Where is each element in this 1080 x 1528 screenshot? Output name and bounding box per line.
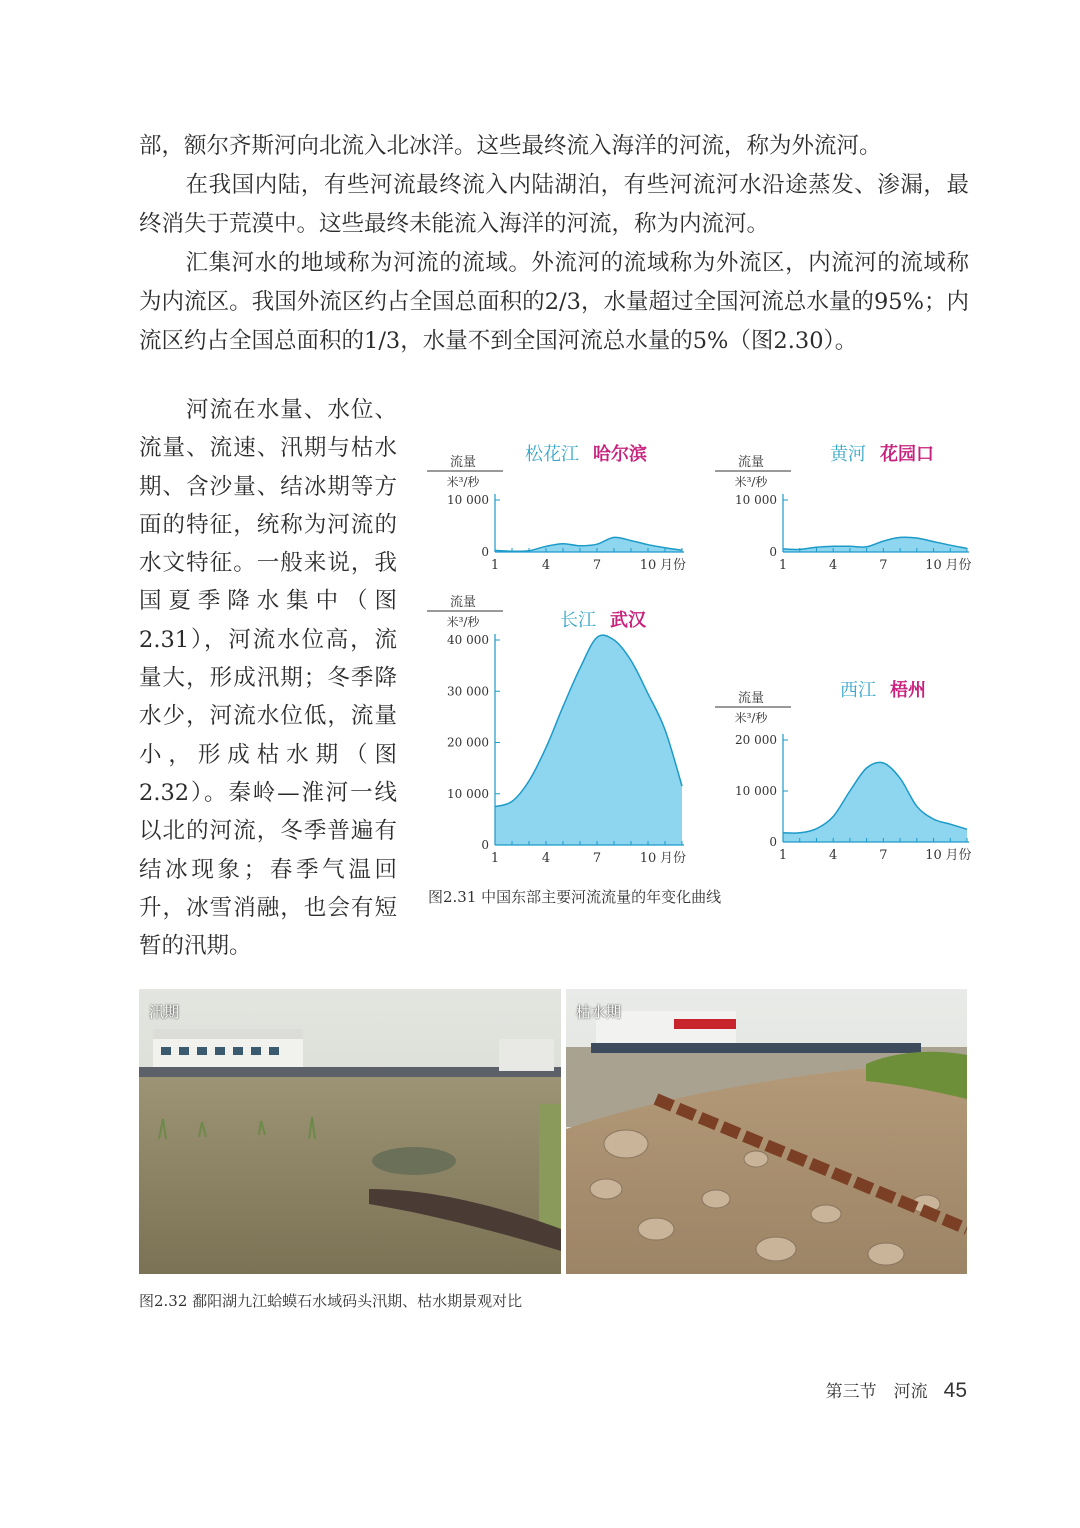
figure-2-32-caption: 图2.32 鄱阳湖九江蛤蟆石水域码头汛期、枯水期景观对比 (139, 1292, 523, 1310)
x-tick-label: 1 (778, 848, 788, 863)
x-tick-label: 10 (925, 848, 942, 863)
chart-title (830, 443, 934, 465)
x-tick-label: 4 (541, 558, 551, 573)
y-tick-label: 40 000 (447, 633, 489, 647)
x-tick-label: 10 (639, 558, 657, 573)
x-tick-label: 7 (879, 848, 888, 863)
chart-changjiang-wuhan (420, 590, 710, 875)
y-axis-label: 流量 (737, 455, 765, 470)
river-name: 长江 (560, 610, 596, 631)
station-name: 武汉 (610, 610, 646, 631)
body-paragraph-2: 在我国内陆，有些河流最终流入内陆湖泊，有些河流河水沿途蒸发、渗漏，最终消失于荒漠中。这些最终未能流入海洋的河流，称为内流河。 (139, 172, 969, 237)
dry-season-label: 枯水期 (576, 1003, 622, 1021)
x-axis-unit: 月份 (660, 851, 687, 866)
x-tick-label: 4 (829, 848, 838, 863)
x-tick-label: 10 (925, 558, 942, 573)
page-footer (826, 1377, 967, 1403)
body-paragraph-3: 汇集河水的地域称为河流的流域。外流河的流域称为外流区，内流河的流域称为内流区。我国外流区约占全国总面积的2/3，水量超过全国河流总水量的95%；内流区约占全国总面积的1/3，水量不到全国河流总水量的5%（图2.30）。 (139, 250, 969, 354)
y-tick-label: 0 (769, 545, 777, 559)
x-tick-label: 4 (829, 558, 838, 573)
y-axis-label: 流量 (449, 455, 477, 470)
dry-season-photo (566, 989, 967, 1274)
chart-songhua-harbin (420, 430, 710, 580)
river-name: 西江 (840, 680, 876, 701)
x-tick-label: 7 (592, 851, 602, 866)
chart-title (840, 679, 926, 701)
x-tick-label: 7 (592, 558, 602, 573)
side-paragraph: 河流在水量、水位、流量、流速、汛期与枯水期、含沙量、结冰期等方面的特征，统称为河流的水文特征。一般来说，我国夏季降水集中（图2.31），河流水位高，流量大，形成汛期；冬季降水少，河流水位低，流量小，形成枯水期（图2.32）。秦岭—淮河一线以北的河流，冬季普遍有结冰现象；春季气温回升，冰雪消融，也会有短暂的汛期。 (139, 397, 397, 960)
y-axis-unit: 米³/秒 (734, 711, 768, 725)
x-axis-unit: 月份 (945, 848, 972, 863)
station-name: 哈尔滨 (593, 444, 647, 465)
y-axis-unit: 米³/秒 (734, 475, 768, 489)
y-tick-label: 20 000 (735, 733, 777, 747)
y-axis-unit: 米³/秒 (446, 615, 480, 629)
x-tick-label: 7 (879, 558, 888, 573)
y-tick-label: 10 000 (447, 786, 489, 801)
y-tick-label: 10 000 (735, 493, 777, 507)
y-tick-label: 10 000 (447, 493, 489, 507)
river-name: 黄河 (830, 444, 866, 465)
y-tick-label: 30 000 (447, 684, 489, 699)
y-tick-label: 10 000 (735, 784, 777, 798)
flood-season-photo (139, 989, 561, 1274)
x-axis-unit: 月份 (945, 558, 972, 573)
x-tick-label: 1 (490, 851, 500, 866)
x-axis-unit: 月份 (660, 558, 687, 573)
series-area (495, 537, 682, 552)
y-axis-label: 流量 (737, 691, 765, 706)
series-area (495, 635, 682, 845)
station-name: 花园口 (880, 444, 934, 465)
x-tick-label: 1 (778, 558, 788, 573)
chart-title (525, 443, 647, 465)
chart-title (560, 609, 647, 631)
station-name: 梧州 (890, 680, 926, 701)
x-tick-label: 1 (490, 558, 500, 573)
x-tick-label: 4 (541, 851, 551, 866)
page-number: 45 (943, 1379, 967, 1402)
y-tick-label: 0 (481, 838, 489, 852)
y-tick-label: 0 (481, 545, 489, 559)
figure-2-31-caption: 图2.31 中国东部主要河流流量的年变化曲线 (428, 888, 722, 906)
y-tick-label: 0 (769, 835, 777, 849)
chart-xijiang-wuzhou (705, 670, 985, 875)
y-axis-unit: 米³/秒 (446, 475, 480, 489)
chart-huanghe-huayuankou (705, 430, 985, 580)
river-name: 松花江 (525, 444, 579, 465)
body-paragraph-1: 部，额尔齐斯河向北流入北冰洋。这些最终流入海洋的河流，称为外流河。 (139, 133, 882, 159)
y-tick-label: 20 000 (447, 735, 489, 750)
footer-section-title: 第三节 河流 (825, 1382, 928, 1402)
flood-season-label: 汛期 (149, 1003, 180, 1021)
y-axis-label: 流量 (449, 595, 477, 610)
x-tick-label: 10 (639, 851, 657, 866)
